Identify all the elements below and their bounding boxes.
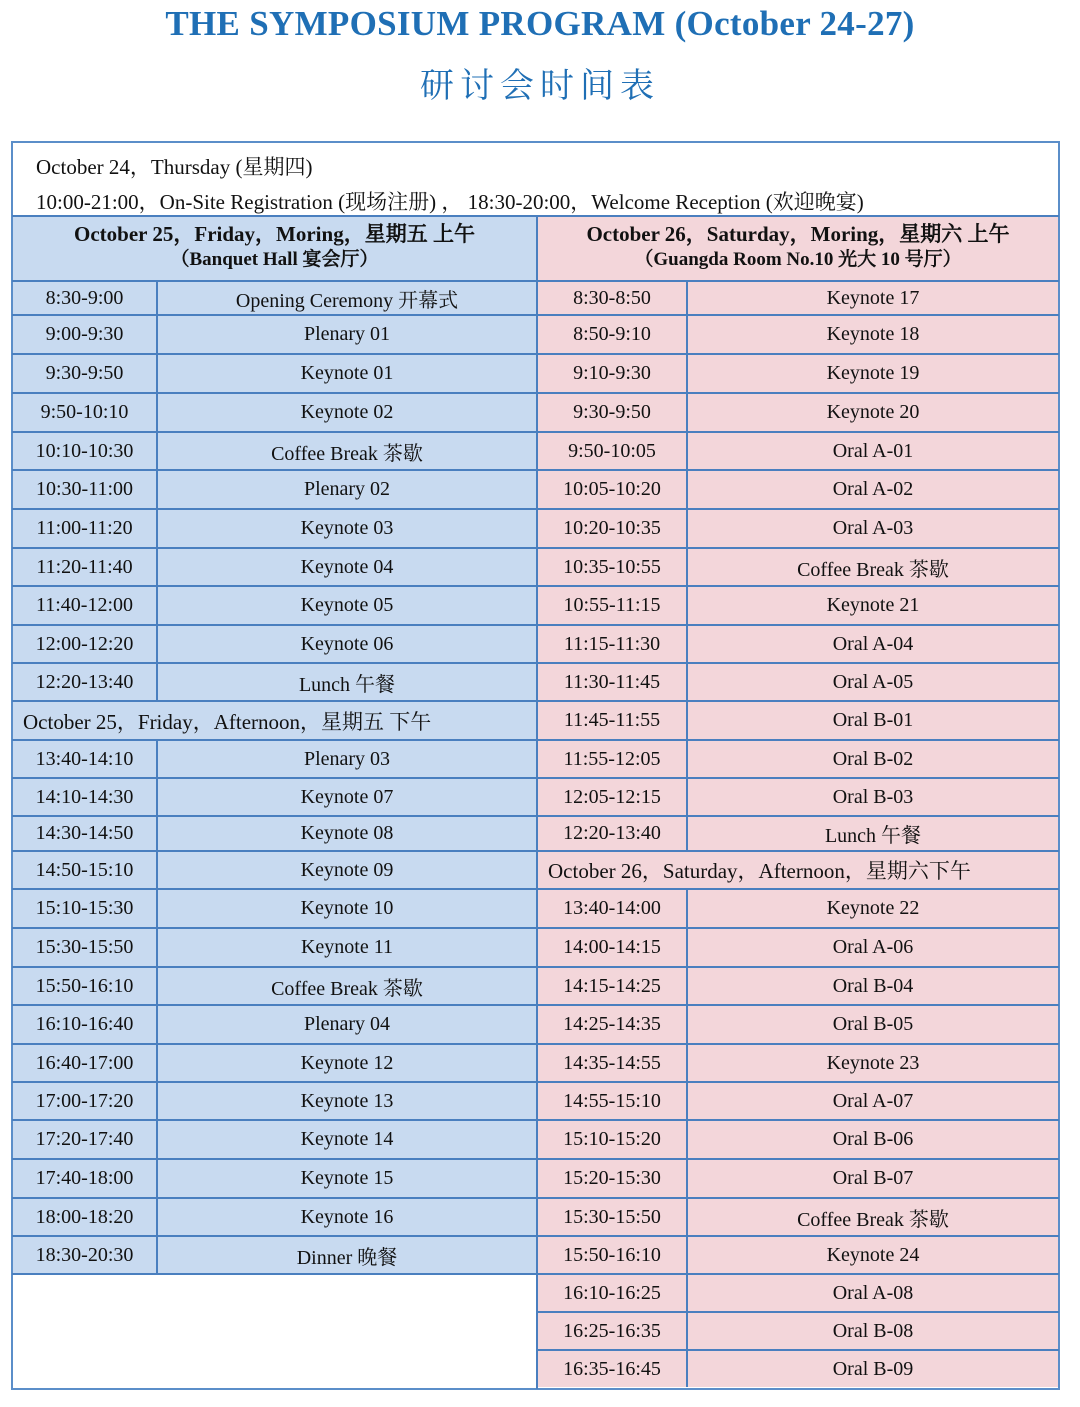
table-grid-line [686,1313,688,1349]
event-cell: Keynote 01 [158,355,536,392]
table-grid-line [156,1160,158,1197]
table-grid-line [156,394,158,431]
event-cell: Keynote 06 [158,626,536,662]
table-grid-line [156,890,158,927]
time-cell: 11:55-12:05 [538,741,686,777]
table-grid-line [686,664,688,700]
table-grid-line [156,1083,158,1119]
event-cell: Plenary 02 [158,471,536,508]
time-cell: 16:25-16:35 [538,1313,686,1349]
time-cell: 14:55-15:10 [538,1083,686,1119]
event-cell: Keynote 22 [688,890,1058,927]
time-cell: 11:20-11:40 [13,549,156,585]
event-cell: Keynote 19 [688,355,1058,392]
event-cell: Opening Ceremony 开幕式 [158,282,536,314]
table-grid-line [156,664,158,700]
oct24-events: 10:00-21:00，On-Site Registration (现场注册) ， 18:30-20:00，Welcome Reception (欢迎晚宴) [36,190,864,214]
table-grid-line [156,1237,158,1273]
table-grid-line [686,1045,688,1081]
time-cell: 13:40-14:00 [538,890,686,927]
time-cell: 14:50-15:10 [13,852,156,888]
time-cell: 15:50-16:10 [538,1237,686,1273]
table-grid-line [156,316,158,353]
event-cell: Oral B-04 [688,968,1058,1004]
table-grid-line [156,968,158,1004]
event-cell: Keynote 13 [158,1083,536,1119]
table-grid-line [686,1351,688,1387]
event-cell: Oral B-09 [688,1351,1058,1387]
table-grid-line [156,1121,158,1158]
time-cell: 11:45-11:55 [538,702,686,739]
table-grid-line [156,817,158,850]
table-grid-line [156,471,158,508]
event-cell: Keynote 15 [158,1160,536,1197]
time-cell: 12:20-13:40 [13,664,156,700]
event-cell: Oral B-07 [688,1160,1058,1197]
table-grid-line [536,217,538,1389]
event-cell: Oral A-05 [688,664,1058,700]
time-cell: 18:30-20:30 [13,1237,156,1273]
event-cell: Keynote 12 [158,1045,536,1081]
event-cell: Oral B-06 [688,1121,1058,1158]
event-cell: Oral A-03 [688,510,1058,547]
table-grid-line [686,1275,688,1311]
time-cell: 17:20-17:40 [13,1121,156,1158]
table-grid-line [686,1083,688,1119]
event-cell: Oral A-07 [688,1083,1058,1119]
event-cell: Coffee Break 茶歇 [158,968,536,1004]
time-cell: 18:00-18:20 [13,1199,156,1235]
event-cell: Oral A-01 [688,433,1058,469]
oct25-morning-title: October 25，Friday，Moring，星期五 上午 [74,222,475,246]
table-grid-line [686,316,688,353]
oct24-date: October 24，Thursday (星期四) [36,155,313,179]
table-grid-line [686,1160,688,1197]
event-cell: Plenary 03 [158,741,536,777]
event-cell: Keynote 09 [158,852,536,888]
page-subtitle: 研讨会时间表 [420,66,660,106]
time-cell: 16:40-17:00 [13,1045,156,1081]
table-grid-line [686,587,688,624]
oct25-morning-venue: （Banquet Hall 宴会厅） [170,249,379,270]
time-cell: 10:35-10:55 [538,549,686,585]
event-cell: Oral A-04 [688,626,1058,662]
table-grid-line [686,890,688,927]
time-cell: 10:05-10:20 [538,471,686,508]
event-cell: Keynote 16 [158,1199,536,1235]
time-cell: 9:10-9:30 [538,355,686,392]
table-grid-line [12,1273,536,1275]
table-grid-line [686,1006,688,1043]
table-grid-line [686,929,688,966]
time-cell: 15:20-15:30 [538,1160,686,1197]
event-cell: Coffee Break 茶歇 [158,433,536,469]
event-cell: Oral B-03 [688,779,1058,815]
table-grid-line [156,510,158,547]
time-cell: 12:20-13:40 [538,817,686,850]
time-cell: 15:50-16:10 [13,968,156,1004]
table-grid-line [156,587,158,624]
table-grid-line [686,549,688,585]
event-cell: Oral B-01 [688,702,1058,739]
event-cell: Keynote 04 [158,549,536,585]
oct24-block [14,143,1058,215]
time-cell: 8:30-8:50 [538,282,686,314]
event-cell: Keynote 11 [158,929,536,966]
table-grid-line [156,1006,158,1043]
table-grid-line [686,817,688,850]
time-cell: 11:00-11:20 [13,510,156,547]
time-cell: 17:00-17:20 [13,1083,156,1119]
oct25-morning-header [13,217,536,280]
event-cell: Keynote 03 [158,510,536,547]
event-cell: Keynote 23 [688,1045,1058,1081]
table-grid-line [156,626,158,662]
event-cell: Oral B-02 [688,741,1058,777]
event-cell: Oral B-08 [688,1313,1058,1349]
table-grid-line [686,1199,688,1235]
time-cell: 9:30-9:50 [538,394,686,431]
time-cell: 14:35-14:55 [538,1045,686,1081]
event-cell: Oral A-08 [688,1275,1058,1311]
table-grid-line [686,282,688,314]
table-grid-line [686,626,688,662]
table-grid-line [686,1121,688,1158]
page-title: THE SYMPOSIUM PROGRAM (October 24-27) [165,4,915,43]
table-grid-line [686,1237,688,1273]
time-cell: 8:30-9:00 [13,282,156,314]
table-grid-line [156,549,158,585]
event-cell: Keynote 08 [158,817,536,850]
oct25-afternoon-header: October 25，Friday，Afternoon，星期五 下午 [13,702,536,739]
time-cell: 10:30-11:00 [13,471,156,508]
time-cell: 15:30-15:50 [13,929,156,966]
time-cell: 12:00-12:20 [13,626,156,662]
table-grid-line [156,433,158,469]
time-cell: 14:25-14:35 [538,1006,686,1043]
table-grid-line [686,394,688,431]
time-cell: 14:15-14:25 [538,968,686,1004]
time-cell: 10:55-11:15 [538,587,686,624]
time-cell: 9:50-10:05 [538,433,686,469]
time-cell: 11:40-12:00 [13,587,156,624]
table-grid-line [686,510,688,547]
event-cell: Plenary 01 [158,316,536,353]
event-cell: Coffee Break 茶歇 [688,549,1058,585]
time-cell: 14:00-14:15 [538,929,686,966]
event-cell: Dinner 晚餐 [158,1237,536,1273]
oct26-morning-header [538,217,1058,280]
table-grid-line [686,968,688,1004]
table-grid-line [156,929,158,966]
table-grid-line [686,355,688,392]
table-grid-line [686,471,688,508]
time-cell: 8:50-9:10 [538,316,686,353]
table-grid-line [156,1199,158,1235]
time-cell: 16:10-16:25 [538,1275,686,1311]
table-grid-line [156,355,158,392]
oct26-morning-title: October 26，Saturday，Moring，星期六 上午 [586,222,1010,246]
time-cell: 11:15-11:30 [538,626,686,662]
table-grid-line [686,702,688,739]
event-cell: Keynote 02 [158,394,536,431]
event-cell: Keynote 07 [158,779,536,815]
event-cell: Keynote 18 [688,316,1058,353]
time-cell: 11:30-11:45 [538,664,686,700]
time-cell: 12:05-12:15 [538,779,686,815]
table-grid-line [156,779,158,815]
time-cell: 9:00-9:30 [13,316,156,353]
time-cell: 16:35-16:45 [538,1351,686,1387]
event-cell: Keynote 24 [688,1237,1058,1273]
event-cell: Plenary 04 [158,1006,536,1043]
oct26-morning-venue: （Guangda Room No.10 光大 10 号厅） [634,249,962,270]
event-cell: Lunch 午餐 [688,817,1058,850]
time-cell: 14:10-14:30 [13,779,156,815]
event-cell: Keynote 21 [688,587,1058,624]
time-cell: 10:20-10:35 [538,510,686,547]
table-grid-line [686,433,688,469]
event-cell: Keynote 20 [688,394,1058,431]
table-grid-line [156,741,158,777]
event-cell: Oral B-05 [688,1006,1058,1043]
time-cell: 15:30-15:50 [538,1199,686,1235]
time-cell: 9:50-10:10 [13,394,156,431]
oct26-afternoon-header: October 26，Saturday，Afternoon，星期六下午 [538,852,1058,888]
event-cell: Coffee Break 茶歇 [688,1199,1058,1235]
time-cell: 14:30-14:50 [13,817,156,850]
event-cell: Keynote 10 [158,890,536,927]
event-cell: Oral A-02 [688,471,1058,508]
event-cell: Keynote 05 [158,587,536,624]
table-grid-line [156,852,158,888]
event-cell: Oral A-06 [688,929,1058,966]
time-cell: 10:10-10:30 [13,433,156,469]
event-cell: Keynote 17 [688,282,1058,314]
time-cell: 16:10-16:40 [13,1006,156,1043]
event-cell: Keynote 14 [158,1121,536,1158]
time-cell: 15:10-15:30 [13,890,156,927]
table-grid-line [156,282,158,314]
time-cell: 15:10-15:20 [538,1121,686,1158]
table-grid-line [156,1045,158,1081]
table-grid-line [686,741,688,777]
table-grid-line [686,779,688,815]
time-cell: 13:40-14:10 [13,741,156,777]
time-cell: 9:30-9:50 [13,355,156,392]
event-cell: Lunch 午餐 [158,664,536,700]
time-cell: 17:40-18:00 [13,1160,156,1197]
